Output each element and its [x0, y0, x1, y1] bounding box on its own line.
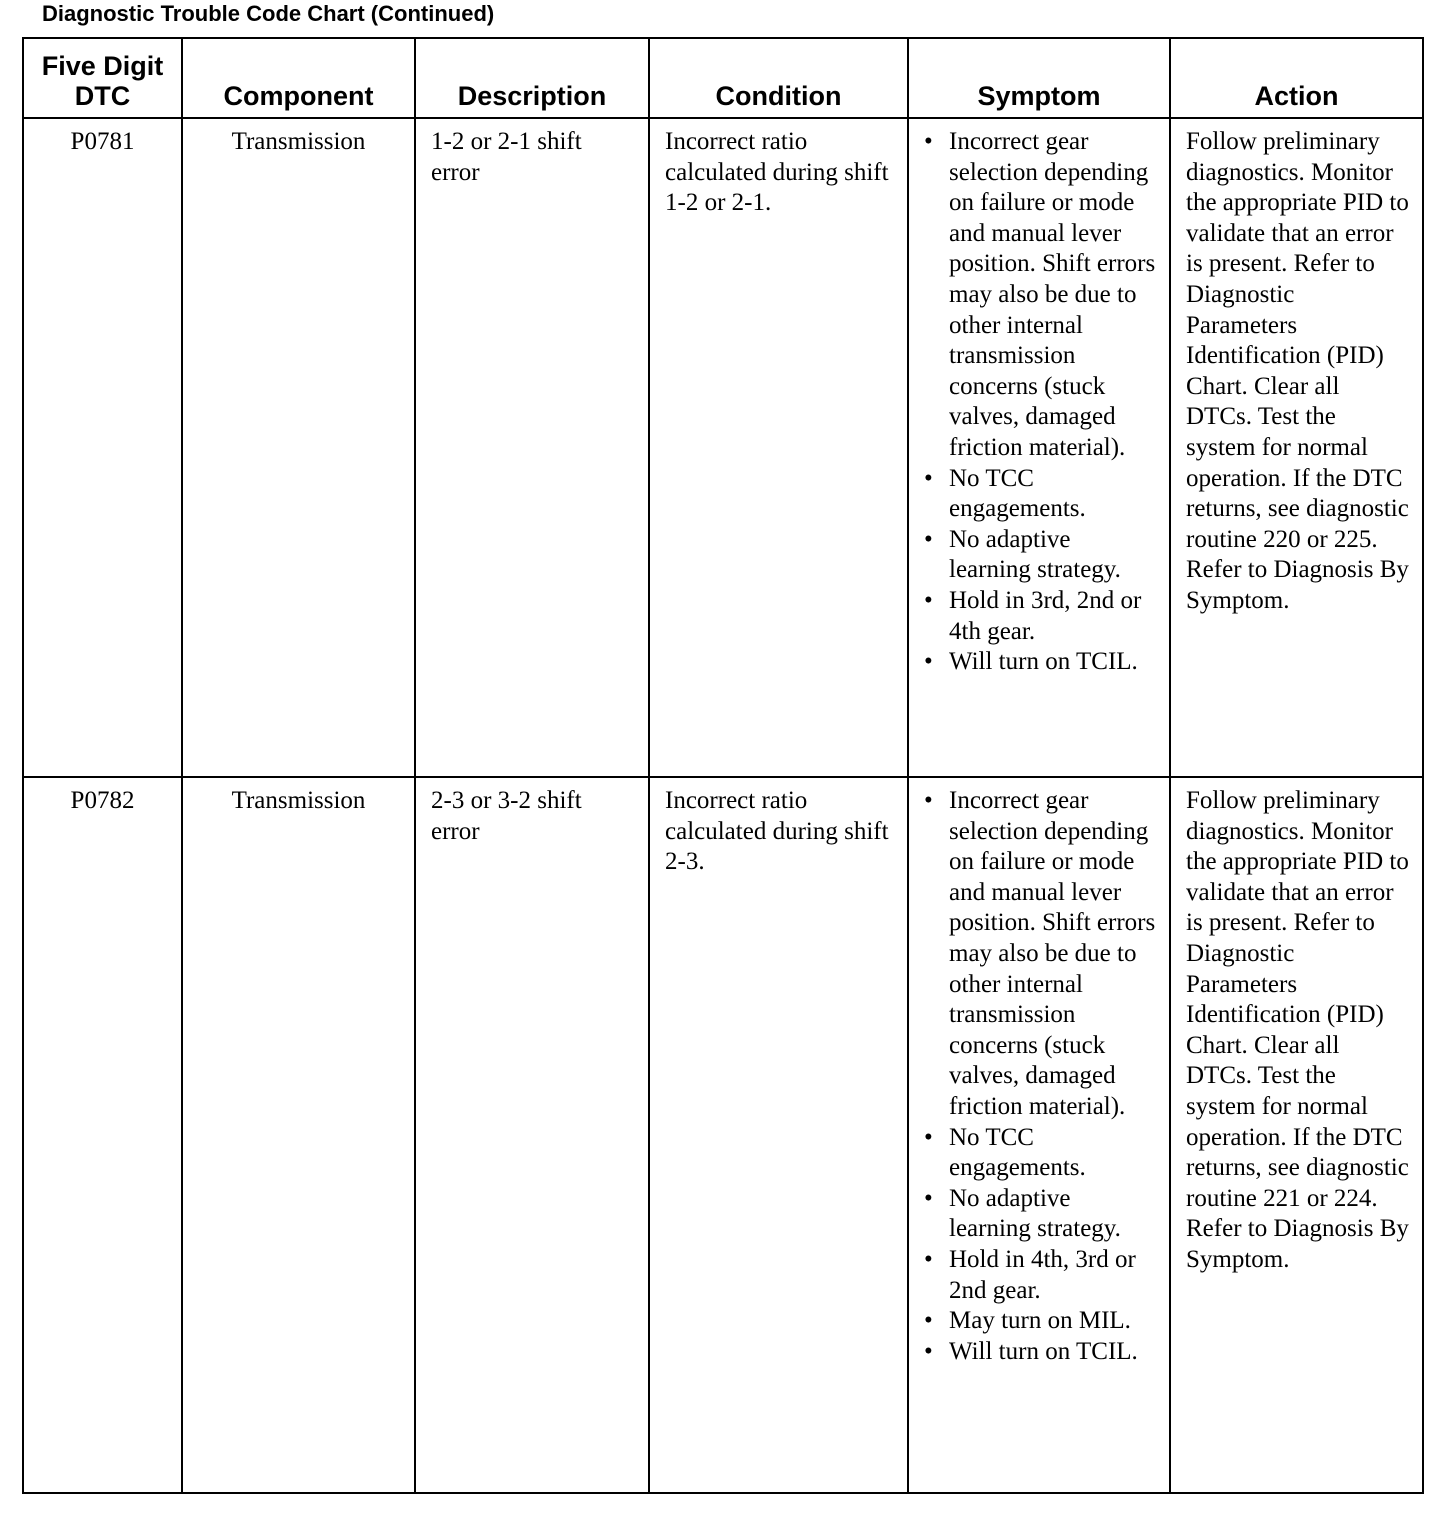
- header-description: Description: [415, 38, 649, 118]
- header-condition: Condition: [649, 38, 908, 118]
- page-title: Diagnostic Trouble Code Chart (Continued): [42, 1, 495, 26]
- symptom-item: • Will turn on TCIL.: [949, 647, 1157, 678]
- symptom-cell: [908, 777, 1170, 1493]
- symptom-item: • Hold in 3rd, 2nd or 4th gear.: [949, 586, 1157, 647]
- symptom-item: • Hold in 4th, 3rd or 2nd gear.: [949, 1245, 1157, 1306]
- header-dtc-line2: DTC: [74, 81, 131, 111]
- symptom-item: • Incorrect gear selection depending on failure or mode and manual lever position. Shift errors may also be due to other internal transmission concerns (stuck valves, damaged friction material).: [949, 786, 1157, 1123]
- symptom-item: • Incorrect gear selection depending on failure or mode and manual lever position. Shift errors may also be due to other internal transmission concerns (stuck valves, damaged friction material).: [949, 127, 1157, 464]
- dtc-table: [22, 37, 1424, 1494]
- table-row: [23, 118, 1423, 777]
- description-cell: 2-3 or 3-2 shift error: [415, 777, 649, 1493]
- header-symptom: Symptom: [908, 38, 1170, 118]
- header-dtc-line1: Five Digit: [41, 51, 164, 81]
- table-row: [23, 777, 1423, 1493]
- symptom-list: [924, 786, 1157, 1367]
- description-cell: 1-2 or 2-1 shift error: [415, 118, 649, 777]
- dtc-code-cell: P0781: [23, 118, 182, 777]
- symptom-list: [924, 127, 1157, 678]
- header-component: Component: [182, 38, 415, 118]
- action-cell: Follow preliminary diagnostics. Monitor the appropriate PID to validate that an error is present. Refer to Diagnostic Parameters Identification (PID) Chart. Clear all DTCs. Test the system for normal operation. If the DTC returns, see diagnostic routine 220 or 225. Refer to Diagnosis By Symptom.: [1170, 118, 1423, 777]
- condition-cell: Incorrect ratio calculated during shift 2-3.: [649, 777, 908, 1493]
- symptom-item: • No adaptive learning strategy.: [949, 525, 1157, 586]
- action-cell: Follow preliminary diagnostics. Monitor the appropriate PID to validate that an error is present. Refer to Diagnostic Parameters Identification (PID) Chart. Clear all DTCs. Test the system for normal operation. If the DTC returns, see diagnostic routine 221 or 224. Refer to Diagnosis By Symptom.: [1170, 777, 1423, 1493]
- condition-cell: Incorrect ratio calculated during shift 1-2 or 2-1.: [649, 118, 908, 777]
- symptom-item: • No TCC engagements.: [949, 1123, 1157, 1184]
- symptom-item: • Will turn on TCIL.: [949, 1337, 1157, 1368]
- table-header-row: [23, 38, 1423, 118]
- dtc-code-cell: P0782: [23, 777, 182, 1493]
- symptom-cell: [908, 118, 1170, 777]
- component-cell: Transmission: [182, 777, 415, 1493]
- header-five-digit-dtc: [23, 38, 182, 118]
- symptom-item: • May turn on MIL.: [949, 1306, 1157, 1337]
- header-action: Action: [1170, 38, 1423, 118]
- symptom-item: • No adaptive learning strategy.: [949, 1184, 1157, 1245]
- component-cell: Transmission: [182, 118, 415, 777]
- symptom-item: • No TCC engagements.: [949, 464, 1157, 525]
